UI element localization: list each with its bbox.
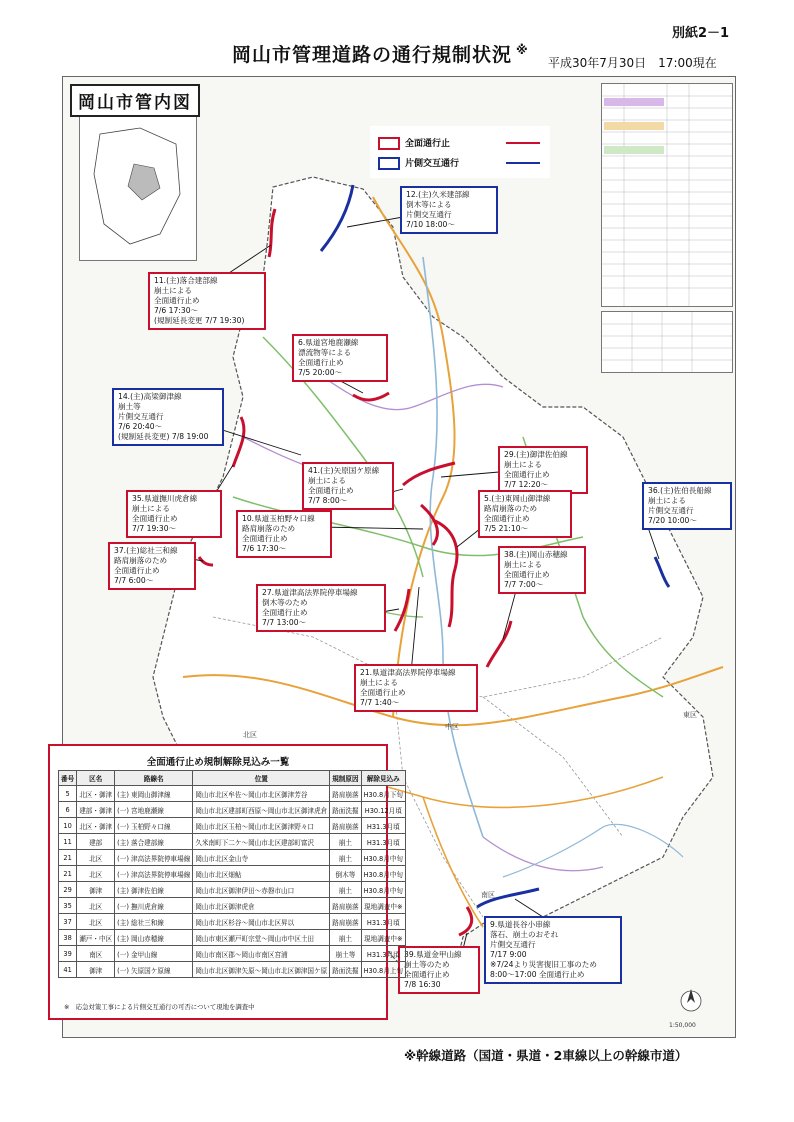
release-table-note: ※ 応急対策工事による片側交互通行の可否について現地を調査中 (64, 1003, 255, 1011)
as-of-timestamp: 平成30年7月30日 17:00現在 (548, 56, 717, 70)
table-cell: 岡山市北区御津矢原～岡山市北区御津国ケ原 (193, 962, 330, 978)
table-cell: (主) 総社三和線 (115, 914, 193, 930)
table-cell: 路肩崩落 (330, 914, 361, 930)
table-row (59, 866, 406, 882)
table-cell: 岡山市東区瀬戸町宗堂～岡山市中区土田 (193, 930, 330, 946)
table-cell: 37 (59, 914, 77, 930)
release-table-body (59, 786, 406, 978)
table-cell: 北区 (77, 850, 115, 866)
table-cell: 岡山市北区御津虎倉 (193, 898, 330, 914)
table-cell: 崩土 (330, 882, 361, 898)
column-header: 路線名 (115, 771, 193, 786)
table-cell: 岡山市北区畑鮎 (193, 866, 330, 882)
table-row (59, 850, 406, 866)
table-cell: 岡山市北区杉谷～岡山市北区昇以 (193, 914, 330, 930)
release-table-title: 全面通行止め規制解除見込み一覧 (146, 757, 290, 768)
release-schedule-table (48, 744, 404, 1020)
table-cell: 建部・御津 (77, 802, 115, 818)
callout-route-9: 9.県道長谷小串線 落石、崩土のおそれ 片側交互通行 7/17 9:00 ※7/24より災害復旧工事のため 8:00～17:00 全面通行止め (484, 916, 622, 984)
callout-route-29: 29.(主)御津佐伯線 崩土による 全面通行止め 7/7 12:20～ (498, 446, 588, 494)
release-table-grid (58, 770, 406, 978)
table-cell: (主) 御津佐伯線 (115, 882, 193, 898)
district-label-minami: 南区 (481, 891, 495, 899)
callout-route-36: 36.(主)佐伯長船線 崩土による 片側交互通行 7/20 10:00～ (642, 482, 732, 530)
legend-label-alternating: 片側交互通行 (405, 159, 460, 169)
table-cell: 崩土等 (330, 946, 361, 962)
table-row (59, 930, 406, 946)
table-cell: H30.8月上旬 (361, 962, 405, 978)
inset-map-drawing (80, 114, 196, 260)
table-cell: 北区 (77, 866, 115, 882)
table-cell: 久米南町下二ケ～岡山市北区建部町富沢 (193, 834, 330, 850)
callout-route-35: 35.県道撫川虎倉線 崩土による 全面通行止め 7/7 19:30～ (126, 490, 222, 538)
district-label-higashi: 東区 (683, 711, 697, 719)
table-cell: (一) 津高法界院停車場線 (115, 850, 193, 866)
table-cell: 路肩崩落 (330, 818, 361, 834)
page-title (232, 40, 529, 67)
road-stats-grid (602, 312, 732, 372)
table-cell: 瀬戸・中区 (77, 930, 115, 946)
footer-note: ※幹線道路（国道・県道・2車線以上の幹線市道） (404, 1048, 688, 1063)
road-stats-table (601, 311, 733, 373)
legend (370, 126, 550, 178)
table-cell: H30.8月中旬 (361, 850, 405, 866)
callout-route-14: 14.(主)高梁御津線 崩土等 片側交互通行 7/6 20:40～ (規制延長変更) 7/8 19:00 (112, 388, 224, 446)
callout-route-38: 38.(主)岡山赤穂線 崩土による 全面通行止め 7/7 7:00～ (498, 546, 586, 594)
column-header: 解除見込み (361, 771, 405, 786)
table-row (59, 818, 406, 834)
district-label-naka: 中区 (445, 723, 459, 731)
callout-route-39: 39.県道金甲山線 崩土等のため 全面通行止め 7/8 16:30 (398, 946, 480, 994)
legend-swatch-red (378, 137, 400, 150)
table-cell: H31.3月頃 (361, 946, 405, 962)
annex-label: 別紙2－1 (672, 26, 730, 41)
callout-route-11: 11.(主)落合建部線 崩土による 全面通行止め 7/6 17:30～ (規制延長変更 7/7 19:30) (148, 272, 266, 330)
table-cell: 路面洗掘 (330, 962, 361, 978)
table-cell: (一) 金甲山線 (115, 946, 193, 962)
table-cell: H31.3月頃 (361, 818, 405, 834)
table-cell: H31.3月頃 (361, 914, 405, 930)
legend-line-red (506, 142, 540, 144)
table-row (59, 834, 406, 850)
table-cell: 11 (59, 834, 77, 850)
table-cell: 路肩崩落 (330, 898, 361, 914)
table-row (59, 946, 406, 962)
table-cell: 岡山市北区建部町西原～岡山市北区御津虎倉 (193, 802, 330, 818)
table-header-row (59, 771, 406, 786)
callout-route-10: 10.県道玉柏野々口線 路肩崩落のため 全面通行止め 7/6 17:30～ (236, 510, 332, 558)
table-cell: 倒木等 (330, 866, 361, 882)
table-cell: 崩土 (330, 930, 361, 946)
table-cell: (一) 宮地鹿瀬線 (115, 802, 193, 818)
table-cell: H31.3月頃 (361, 834, 405, 850)
table-cell: 北区 (77, 914, 115, 930)
table-row (59, 882, 406, 898)
column-header: 位置 (193, 771, 330, 786)
table-cell: 5 (59, 786, 77, 802)
table-row (59, 962, 406, 978)
callout-route-21: 21.県道津高法界院停車場線 崩土による 全面通行止め 7/7 1:40～ (354, 664, 478, 712)
callout-route-12: 12.(主)久米建部線 倒木等による 片側交互通行 7/10 18:00～ (400, 186, 498, 234)
table-row (59, 914, 406, 930)
table-cell: (主) 落合建部線 (115, 834, 193, 850)
table-cell: 6 (59, 802, 77, 818)
table-row (59, 786, 406, 802)
table-cell: 北区・御津 (77, 786, 115, 802)
district-label-kita: 北区 (243, 731, 257, 739)
table-cell: 崩土 (330, 850, 361, 866)
table-cell: (一) 撫川虎倉線 (115, 898, 193, 914)
table-row (59, 802, 406, 818)
column-header: 規制原因 (330, 771, 361, 786)
table-cell: 北区 (77, 898, 115, 914)
table-cell: H30.8月下旬 (361, 786, 405, 802)
callout-route-37: 37.(主)総社三和線 路肩崩落のため 全面通行止め 7/7 6:00～ (108, 542, 196, 590)
route-index-grid (602, 84, 732, 306)
table-cell: (主) 岡山赤穂線 (115, 930, 193, 946)
table-cell: 38 (59, 930, 77, 946)
table-row (59, 898, 406, 914)
legend-line-blue (506, 162, 540, 164)
table-cell: 路面洗掘 (330, 802, 361, 818)
table-cell: (一) 矢原国ケ原線 (115, 962, 193, 978)
table-cell: 21 (59, 866, 77, 882)
inset-location-map (79, 113, 197, 261)
table-cell: 南区 (77, 946, 115, 962)
table-cell: 岡山市北区金山寺 (193, 850, 330, 866)
table-cell: H30.8月中旬 (361, 882, 405, 898)
table-cell: H30.8月中旬 (361, 866, 405, 882)
callout-route-6: 6.県道宮地鹿瀬線 漂流物等による 全面通行止め 7/5 20:00～ (292, 334, 388, 382)
table-cell: 路肩崩落 (330, 786, 361, 802)
column-header: 番号 (59, 771, 77, 786)
table-cell: 岡山市北区御津伊田～赤磐市山口 (193, 882, 330, 898)
table-cell: 北区・御津 (77, 818, 115, 834)
callout-route-41: 41.(主)矢原国ケ原線 崩土による 全面通行止め 7/7 8:00～ (302, 462, 394, 510)
table-cell: 岡山市北区玉柏～岡山市北区御津野々口 (193, 818, 330, 834)
map-title: 岡山市管内図 (70, 84, 200, 117)
table-cell: 29 (59, 882, 77, 898)
table-cell: 岡山市北区牟佐～岡山市北区御津芳谷 (193, 786, 330, 802)
legend-label-full-closure: 全面通行止 (405, 139, 451, 149)
table-cell: 現地調査中※ (361, 898, 405, 914)
table-cell: 御津 (77, 882, 115, 898)
title-text: 岡山市管理道路の通行規制状況 (232, 44, 513, 66)
scale-label: 1:50,000 (669, 1022, 696, 1029)
table-cell: 岡山市南区郡～岡山市南区宮浦 (193, 946, 330, 962)
callout-route-5: 5.(主)東岡山御津線 路肩崩落のため 全面通行止め 7/5 21:10～ (478, 490, 572, 538)
route-index-table (601, 83, 733, 307)
callout-route-27: 27.県道津高法界院停車場線 倒木等のため 全面通行止め 7/7 13:00～ (256, 584, 386, 632)
table-cell: 建部 (77, 834, 115, 850)
column-header: 区名 (77, 771, 115, 786)
table-cell: 35 (59, 898, 77, 914)
legend-swatch-blue (378, 157, 400, 170)
table-cell: 41 (59, 962, 77, 978)
table-cell: (一) 玉柏野々口線 (115, 818, 193, 834)
table-cell: (主) 東岡山御津線 (115, 786, 193, 802)
title-note: ※ (516, 42, 529, 57)
table-cell: 崩土 (330, 834, 361, 850)
table-cell: 21 (59, 850, 77, 866)
legend-item-alternating (378, 156, 459, 170)
table-cell: (一) 津高法界院停車場線 (115, 866, 193, 882)
table-cell: 10 (59, 818, 77, 834)
table-cell: 39 (59, 946, 77, 962)
table-cell: 御津 (77, 962, 115, 978)
table-cell: H30.12月頃 (361, 802, 405, 818)
legend-item-full-closure (378, 136, 450, 150)
table-cell: 現地調査中※ (361, 930, 405, 946)
